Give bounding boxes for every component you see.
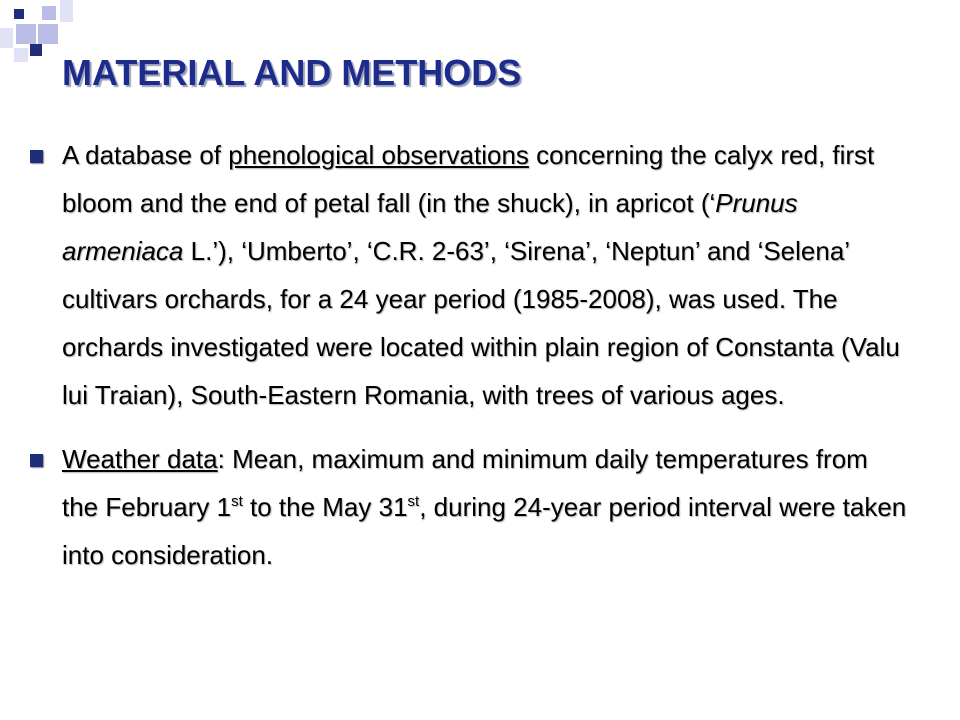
bullet-item-database: A database of phenological observations concerning the calyx red, first bloom and the end of petal fall (in the shuck), in apricot (‘Prunus armeniaca L.’), ‘Umberto’, ‘C.R. 2-63’, ‘Sirena’, ‘Neptun’ and ‘Selena’ cultivars orchards, for a 24 year period (1985-2008), was used. The orchards investigated were located within plain region of Constanta (Valu lui Traian), South-Eastern Romania, with trees of various ages. — [30, 131, 910, 419]
corner-decoration-square — [14, 9, 24, 19]
corner-decoration-square — [60, 0, 73, 22]
species-name: Prunus armeniaca — [62, 188, 798, 266]
corner-decoration-square — [38, 24, 58, 44]
underlined-term: Weather data — [62, 444, 218, 474]
slide-title: MATERIAL AND METHODS — [62, 52, 522, 93]
underlined-term: phenological observations — [228, 140, 529, 170]
bullet-list — [30, 131, 910, 579]
corner-decoration-square — [16, 24, 36, 44]
square-bullet-icon — [30, 150, 43, 163]
bullet-item-weather: Weather data: Mean, maximum and minimum daily temperatures from the February 1st to the May 31st, during 24-year period interval were taken into consideration. — [30, 435, 910, 579]
corner-decoration-square — [0, 28, 13, 48]
corner-decoration-square — [42, 6, 56, 20]
square-bullet-icon — [30, 454, 43, 467]
corner-decoration-square — [30, 44, 42, 56]
corner-decoration-square — [14, 48, 28, 62]
